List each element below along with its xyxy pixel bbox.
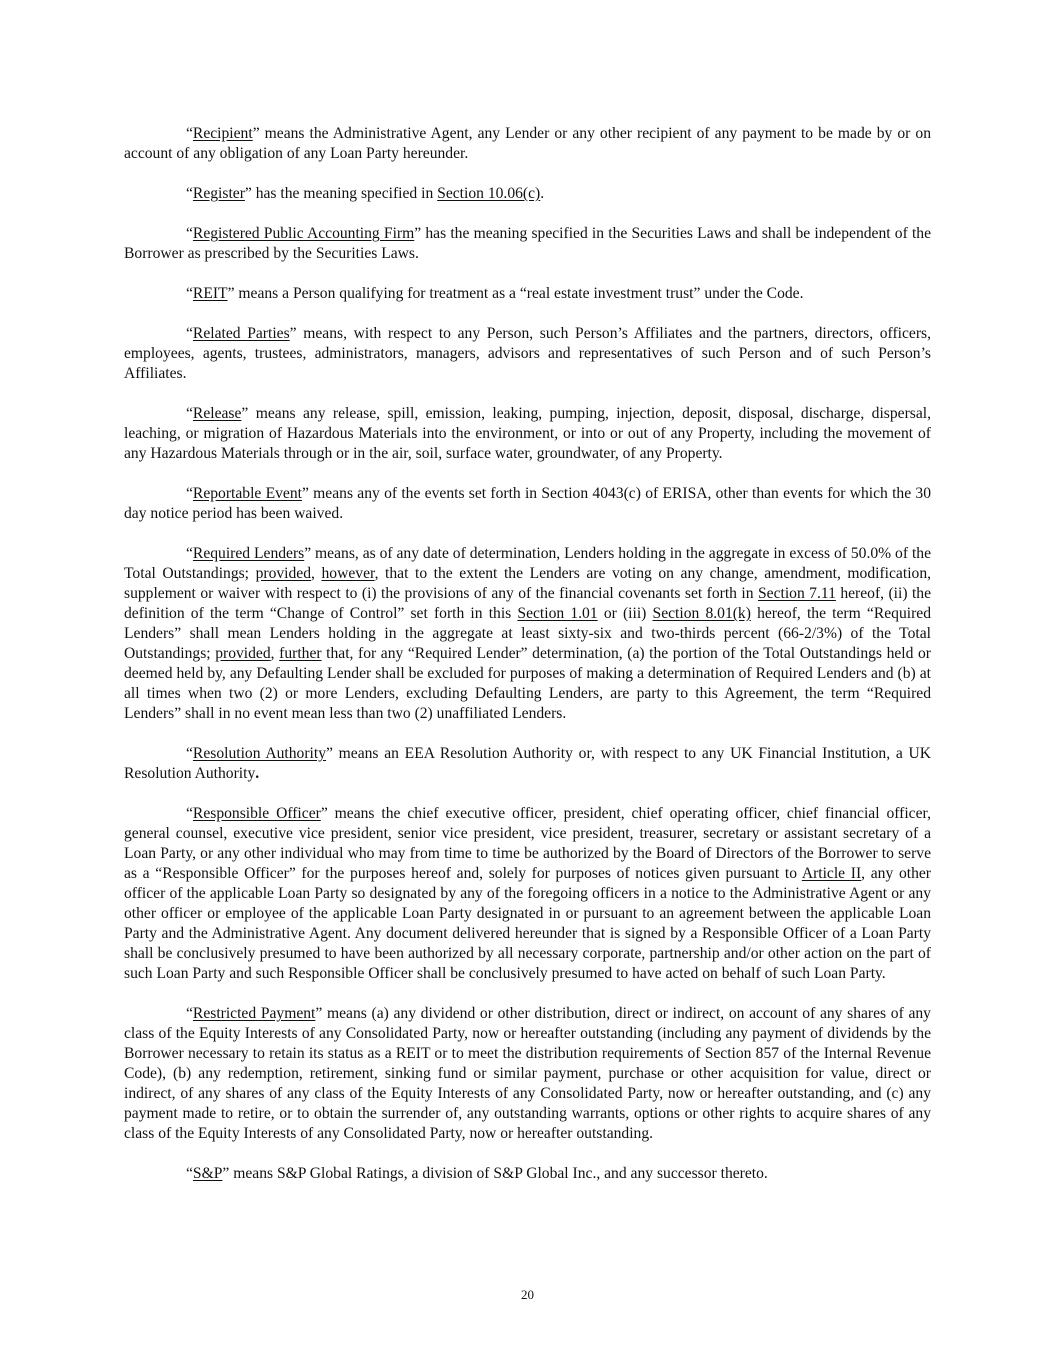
definition-text: . <box>540 185 545 202</box>
definition-text: means (a) any dividend or other distribution, direct or indirect, on account of any shares of any class of the Equity Interests of any Consolidated Party, now or hereafter outstanding (including any payment of dividends by the Borrower necessary to retain its status as a REIT or to meet the distribution requirements of Section 857 of the Internal Revenue Code), (b) any redemption, retirement, sinking fund or similar payment, purchase or other acquisition for value, direct or indirect, of any shares of any class of the Equity Interests of any Consolidated Party, now or hereafter outstanding, and (c) any payment made to retire, or to obtain the surrender of, any outstanding warrants, options or other rights to acquire shares of any class of the Equity Interests of any Consolidated Party, now or hereafter outstanding. <box>124 1005 931 1142</box>
definition-registered-public-accounting-firm: “Registered Public Accounting Firm” has the meaning specified in the Securities Laws and shall be independent of the Borrower as prescribed by the Securities Laws. <box>124 225 932 262</box>
definition-text: hereof, the term “Required Lenders” shall mean Lenders holding in the aggregate at least sixty-six and two-thirds percent (66-2/3%) of the Total Outstandings; <box>124 605 931 662</box>
defined-term: REIT <box>192 285 228 302</box>
definition-recipient: “Recipient” means the Administrative Agent, any Lender or any other recipient of any payment to be made by or on account of any obligation of any Loan Party hereunder. <box>124 125 931 162</box>
definition-text: means any release, spill, emission, leaking, pumping, injection, deposit, disposal, discharge, dispersal, leaching, or migration of Hazardous Materials into the environment, or into or out of any Property, including the movement of any Hazardous Materials through or in the air, soil, surface water, groundwater, of any Property. <box>124 405 931 462</box>
section-reference: Section 1.01 <box>517 605 598 622</box>
document-page <box>124 124 931 1204</box>
defined-term: Recipient <box>192 125 253 142</box>
page-number: 20 <box>521 1287 534 1302</box>
definition-reportable-event: “Reportable Event” means any of the events set forth in Section 4043(c) of ERISA, other than events for which the 30 day notice period has been waived. <box>124 485 931 522</box>
definition-text: has the meaning specified in <box>251 185 438 202</box>
definition-text: hereof, (ii) the definition of the term “Change of Control” set forth in this <box>124 585 931 622</box>
defined-term: Reportable Event <box>192 485 302 502</box>
definition-responsible-officer: “Responsible Officer” means the chief executive officer, president, chief operating officer, chief financial officer, general counsel, executive vice president, senior vice president, vice president, treasurer, secretary or assistant secretary of a Loan Party, or any other individual who may from time to time be authorized by the Board of Directors of the Borrower to serve as a “Responsible Officer” for the purposes hereof and, solely for purposes of notices given pursuant to Article II, any other officer of the applicable Loan Party so designated by any of the foregoing officers in a notice to the Administrative Agent or any other officer or employee of the applicable Loan Party designated in or pursuant to an agreement between the applicable Loan Party and the Administrative Agent. Any document delivered hereunder that is signed by a Responsible Officer of a Loan Party shall be conclusively presumed to have been authorized by all necessary corporate, partnership and/or other action on the part of such Loan Party and such Responsible Officer shall be conclusively presumed to have acted on behalf of such Loan Party. <box>124 805 931 982</box>
definition-text: or (iii) <box>597 605 653 622</box>
definition-text: , <box>270 645 280 662</box>
definition-text: means, with respect to any Person, such Person’s Affiliates and the partners, directors, officers, employees, agents, trustees, administrators, managers, advisors and representatives of such Person and of such Person’s Affiliates. <box>124 325 931 382</box>
defined-term: Release <box>192 405 242 422</box>
defined-term: S&P <box>192 1165 223 1182</box>
definition-text: means the chief executive officer, president, chief operating officer, chief financial officer, general counsel, executive vice president, senior vice president, vice president, treasurer, secretary or assistant secretary of a Loan Party, or any other individual who may from time to time be authorized by the Board of Directors of the Borrower to serve as a “Responsible Officer” for the purposes hereof and, solely for purposes of notices given pursuant to <box>124 805 931 882</box>
defined-term: Restricted Payment <box>192 1005 316 1022</box>
definition-text: , <box>311 565 322 582</box>
section-reference: Section 7.11 <box>757 585 836 602</box>
definition-text: , that to the extent the Lenders are voting on any change, amendment, modification, supplement or waiver with respect to (i) the provisions of any of the financial covenants set forth in <box>124 565 932 602</box>
definition-text: , any other officer of the applicable Loan Party so designated by any of the foregoing officers in a notice to the Administrative Agent or any other officer or employee of the applicable Loan Party designated in or pursuant to an agreement between the applicable Loan Party and the Administrative Agent. Any document delivered hereunder that is signed by a Responsible Officer of a Loan Party shall be conclusively presumed to have been authorized by all necessary corporate, partnership and/or other action on the part of such Loan Party and such Responsible Officer shall be conclusively presumed to have acted on behalf of such Loan Party. <box>124 865 931 982</box>
defined-term: Required Lenders <box>192 545 305 562</box>
definition-restricted-payment: “Restricted Payment” means (a) any dividend or other distribution, direct or indirect, on account of any shares of any class of the Equity Interests of any Consolidated Party, now or hereafter outstanding (including any payment of dividends by the Borrower necessary to retain its status as a REIT or to meet the distribution requirements of Section 857 of the Internal Revenue Code), (b) any redemption, retirement, sinking fund or similar payment, purchase or other acquisition for value, direct or indirect, of any shares of any class of the Equity Interests of any Consolidated Party, now or hereafter outstanding, and (c) any payment made to retire, or to obtain the surrender of, any outstanding warrants, options or other rights to acquire shares of any class of the Equity Interests of any Consolidated Party, now or hereafter outstanding. <box>124 1005 931 1142</box>
emphasis-further: further <box>279 645 322 662</box>
definition-sp: “S&P” means S&P Global Ratings, a division of S&P Global Inc., and any successor thereto. <box>186 1165 768 1182</box>
definition-text: that, for any “Required Lender” determination, (a) the portion of the Total Outstandings held or deemed held by, any Defaulting Lender shall be excluded for purposes of making a determination of Required Lenders and (b) at all times when two (2) or more Lenders, excluding Defaulting Lenders, are party to this Agreement, the term “Required Lenders” shall in no event mean less than two (2) unaffiliated Lenders. <box>124 645 931 722</box>
definition-text: means the Administrative Agent, any Lender or any other recipient of any payment to be made by or on account of any obligation of any Loan Party hereunder. <box>124 125 931 162</box>
definition-text: means an EEA Resolution Authority or, with respect to any UK Financial Institution, a UK Resolution Authority <box>124 745 931 782</box>
section-reference: Section 10.06(c) <box>437 185 541 202</box>
definition-text: means a Person qualifying for treatment as a “real estate investment trust” under the Code. <box>234 285 804 302</box>
emphasis-provided: provided <box>255 565 312 582</box>
definition-resolution-authority: “Resolution Authority” means an EEA Resolution Authority or, with respect to any UK Financial Institution, a UK Resolution Authority. <box>124 745 931 782</box>
emphasis-provided: provided <box>215 645 271 662</box>
emphasis-however: however <box>321 565 375 582</box>
definition-register: “Register” has the meaning specified in Section 10.06(c). <box>186 185 545 202</box>
defined-term: Register <box>192 185 245 202</box>
definition-text: means any of the events set forth in Section 4043(c) of ERISA, other than events for which the 30 day notice period has been waived. <box>124 485 931 522</box>
defined-term: Related Parties <box>192 325 290 342</box>
definition-required-lenders: “Required Lenders” means, as of any date of determination, Lenders holding in the aggregate in excess of 50.0% of the Total Outstandings; provided, however, that to the extent the Lenders are voting on any change, amendment, modification, supplement or waiver with respect to (i) the provisions of any of the financial covenants set forth in Section 7.11 hereof, (ii) the definition of the term “Change of Control” set forth in this Section 1.01 or (iii) Section 8.01(k) hereof, the term “Required Lenders” shall mean Lenders holding in the aggregate at least sixty-six and two-thirds percent (66-2/3%) of the Total Outstandings; provided, further that, for any “Required Lender” determination, (a) the portion of the Total Outstandings held or deemed held by, any Defaulting Lender shall be excluded for purposes of making a determination of Required Lenders and (b) at all times when two (2) or more Lenders, excluding Defaulting Lenders, are party to this Agreement, the term “Required Lenders” shall in no event mean less than two (2) unaffiliated Lenders. <box>124 545 932 722</box>
defined-term: Responsible Officer <box>192 805 321 822</box>
section-reference: Section 8.01(k) <box>652 605 751 622</box>
definition-related-parties: “Related Parties” means, with respect to any Person, such Person’s Affiliates and the partners, directors, officers, employees, agents, trustees, administrators, managers, advisors and representatives of such Person and of such Person’s Affiliates. <box>124 325 931 382</box>
definition-release: “Release” means any release, spill, emission, leaking, pumping, injection, deposit, disposal, discharge, dispersal, leaching, or migration of Hazardous Materials into the environment, or into or out of any Property, including the movement of any Hazardous Materials through or in the air, soil, surface water, groundwater, of any Property. <box>124 405 931 462</box>
definition-reit: “REIT” means a Person qualifying for treatment as a “real estate investment trust” under the Code. <box>186 285 804 302</box>
definition-text: means S&P Global Ratings, a division of S&P Global Inc., and any successor thereto. <box>229 1165 768 1182</box>
defined-term: Registered Public Accounting Firm <box>192 225 415 242</box>
definition-text: means, as of any date of determination, Lenders holding in the aggregate in excess of 50.0% of the Total Outstandings; <box>124 545 932 582</box>
definition-text: has the meaning specified in the Securities Laws and shall be independent of the Borrower as prescribed by the Securities Laws. <box>124 225 932 262</box>
defined-term: Resolution Authority <box>192 745 327 762</box>
definition-end-period: . <box>255 765 260 782</box>
article-reference: Article II <box>801 865 862 882</box>
